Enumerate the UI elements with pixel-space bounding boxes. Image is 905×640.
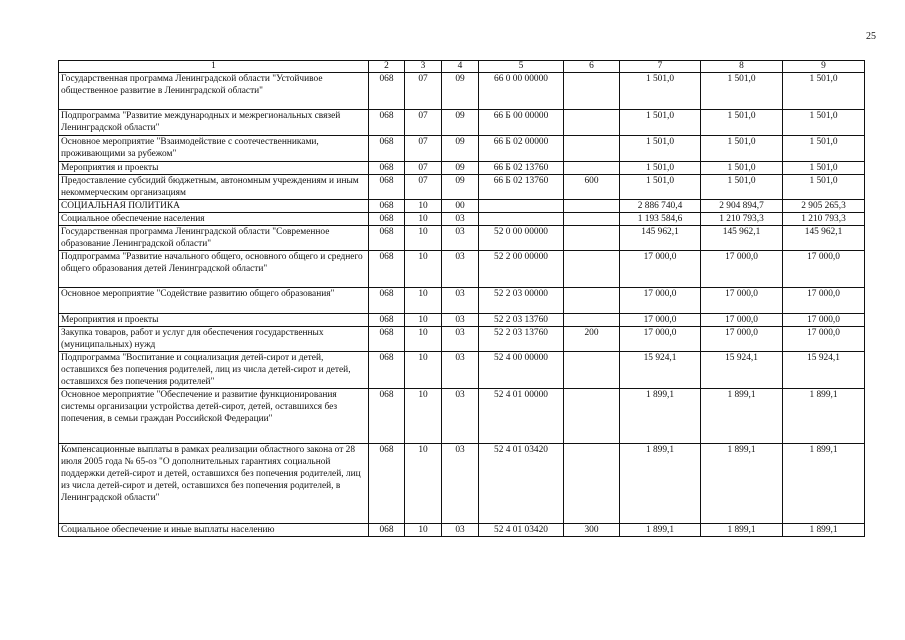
cell-col-3: 10 xyxy=(405,251,442,288)
cell-col-9: 1 210 793,3 xyxy=(783,213,865,226)
header-cell: 1 xyxy=(59,61,369,73)
table-row xyxy=(59,175,865,200)
cell-col-9: 1 501,0 xyxy=(783,136,865,162)
cell-col-4: 09 xyxy=(442,73,479,110)
cell-col-4: 09 xyxy=(442,110,479,136)
cell-col-2: 068 xyxy=(369,226,405,251)
cell-col-3: 07 xyxy=(405,110,442,136)
table-row xyxy=(59,327,865,352)
row-name: Подпрограмма "Воспитание и социализация детей-сирот и детей, оставшихся без попечения родителей, лиц из числа детей-сирот и детей, оставшихся без попечения родителей" xyxy=(59,352,369,389)
cell-col-4: 03 xyxy=(442,444,479,524)
cell-col-3: 07 xyxy=(405,73,442,110)
cell-col-4: 03 xyxy=(442,352,479,389)
cell-col-5 xyxy=(479,213,564,226)
cell-col-8: 17 000,0 xyxy=(701,251,783,288)
cell-col-7: 1 501,0 xyxy=(620,73,701,110)
cell-col-8: 1 210 793,3 xyxy=(701,213,783,226)
cell-col-8: 1 899,1 xyxy=(701,389,783,444)
cell-col-6: 200 xyxy=(564,327,620,352)
table-row xyxy=(59,524,865,537)
cell-col-5: 52 2 00 00000 xyxy=(479,251,564,288)
budget-table xyxy=(58,60,865,537)
cell-col-5: 66 0 00 00000 xyxy=(479,73,564,110)
cell-col-2: 068 xyxy=(369,110,405,136)
table-row xyxy=(59,110,865,136)
cell-col-9: 1 899,1 xyxy=(783,444,865,524)
cell-col-5: 52 2 03 13760 xyxy=(479,314,564,327)
cell-col-5 xyxy=(479,200,564,213)
cell-col-7: 1 501,0 xyxy=(620,175,701,200)
cell-col-3: 10 xyxy=(405,389,442,444)
cell-col-7: 1 193 584,6 xyxy=(620,213,701,226)
header-row xyxy=(59,61,865,73)
cell-col-3: 10 xyxy=(405,352,442,389)
row-name: Подпрограмма "Развитие международных и межрегиональных связей Ленинградской области" xyxy=(59,110,369,136)
header-cell: 6 xyxy=(564,61,620,73)
cell-col-8: 15 924,1 xyxy=(701,352,783,389)
cell-col-8: 17 000,0 xyxy=(701,288,783,314)
cell-col-2: 068 xyxy=(369,288,405,314)
cell-col-7: 17 000,0 xyxy=(620,288,701,314)
cell-col-4: 03 xyxy=(442,288,479,314)
cell-col-2: 068 xyxy=(369,444,405,524)
cell-col-2: 068 xyxy=(369,73,405,110)
cell-col-8: 1 501,0 xyxy=(701,175,783,200)
cell-col-5: 66 Б 00 00000 xyxy=(479,110,564,136)
cell-col-3: 10 xyxy=(405,444,442,524)
cell-col-9: 1 501,0 xyxy=(783,110,865,136)
cell-col-6 xyxy=(564,162,620,175)
cell-col-4: 03 xyxy=(442,524,479,537)
cell-col-9: 17 000,0 xyxy=(783,288,865,314)
cell-col-5: 66 Б 02 13760 xyxy=(479,175,564,200)
cell-col-8: 17 000,0 xyxy=(701,314,783,327)
cell-col-7: 17 000,0 xyxy=(620,327,701,352)
row-name: Государственная программа Ленинградской области "Устойчивое общественное развитие в Ленинградской области" xyxy=(59,73,369,110)
table-row xyxy=(59,288,865,314)
header-cell: 4 xyxy=(442,61,479,73)
cell-col-9: 145 962,1 xyxy=(783,226,865,251)
table-row xyxy=(59,200,865,213)
cell-col-6 xyxy=(564,444,620,524)
cell-col-8: 17 000,0 xyxy=(701,327,783,352)
cell-col-7: 1 899,1 xyxy=(620,524,701,537)
cell-col-9: 17 000,0 xyxy=(783,327,865,352)
cell-col-4: 03 xyxy=(442,213,479,226)
cell-col-2: 068 xyxy=(369,175,405,200)
page-number: 25 xyxy=(866,31,876,42)
cell-col-9: 17 000,0 xyxy=(783,251,865,288)
cell-col-8: 145 962,1 xyxy=(701,226,783,251)
cell-col-4: 03 xyxy=(442,251,479,288)
cell-col-6: 300 xyxy=(564,524,620,537)
cell-col-9: 17 000,0 xyxy=(783,314,865,327)
cell-col-9: 1 899,1 xyxy=(783,389,865,444)
cell-col-3: 07 xyxy=(405,162,442,175)
cell-col-2: 068 xyxy=(369,327,405,352)
header-cell: 3 xyxy=(405,61,442,73)
cell-col-2: 068 xyxy=(369,524,405,537)
cell-col-3: 10 xyxy=(405,327,442,352)
cell-col-7: 1 501,0 xyxy=(620,110,701,136)
table-row xyxy=(59,352,865,389)
cell-col-8: 1 501,0 xyxy=(701,73,783,110)
header-cell: 8 xyxy=(701,61,783,73)
cell-col-2: 068 xyxy=(369,200,405,213)
cell-col-6: 600 xyxy=(564,175,620,200)
cell-col-6 xyxy=(564,314,620,327)
row-name: Социальное обеспечение и иные выплаты населению xyxy=(59,524,369,537)
cell-col-9: 15 924,1 xyxy=(783,352,865,389)
header-cell: 9 xyxy=(783,61,865,73)
cell-col-6 xyxy=(564,251,620,288)
cell-col-9: 2 905 265,3 xyxy=(783,200,865,213)
cell-col-9: 1 501,0 xyxy=(783,162,865,175)
cell-col-8: 1 501,0 xyxy=(701,136,783,162)
cell-col-3: 07 xyxy=(405,136,442,162)
table-row xyxy=(59,444,865,524)
cell-col-2: 068 xyxy=(369,136,405,162)
row-name: Компенсационные выплаты в рамках реализации областного закона от 28 июля 2005 года № 65-оз "О дополнительных гарантиях социальной поддержки детей-сирот и детей, оставшихся без попечения родителей, лиц из числа детей-сирот и детей, оставшихся без попечения родителей, в Ленинградской области" xyxy=(59,444,369,524)
cell-col-6 xyxy=(564,213,620,226)
cell-col-5: 66 Б 02 13760 xyxy=(479,162,564,175)
cell-col-3: 10 xyxy=(405,524,442,537)
row-name: СОЦИАЛЬНАЯ ПОЛИТИКА xyxy=(59,200,369,213)
cell-col-7: 1 501,0 xyxy=(620,136,701,162)
cell-col-5: 52 4 01 00000 xyxy=(479,389,564,444)
cell-col-6 xyxy=(564,288,620,314)
cell-col-9: 1 501,0 xyxy=(783,73,865,110)
cell-col-7: 145 962,1 xyxy=(620,226,701,251)
table-row xyxy=(59,73,865,110)
cell-col-2: 068 xyxy=(369,314,405,327)
row-name: Государственная программа Ленинградской области "Современное образование Ленинградской области" xyxy=(59,226,369,251)
cell-col-2: 068 xyxy=(369,213,405,226)
table-row xyxy=(59,213,865,226)
cell-col-3: 10 xyxy=(405,213,442,226)
row-name: Основное мероприятие "Обеспечение и развитие функционирования системы организации устройства детей-сирот, детей, оставшихся без попечения, в семьи граждан Российской Федерации" xyxy=(59,389,369,444)
row-name: Предоставление субсидий бюджетным, автономным учреждениям и иным некоммерческим организациям xyxy=(59,175,369,200)
cell-col-4: 09 xyxy=(442,136,479,162)
row-name: Мероприятия и проекты xyxy=(59,162,369,175)
cell-col-4: 00 xyxy=(442,200,479,213)
cell-col-8: 1 501,0 xyxy=(701,162,783,175)
table-row xyxy=(59,389,865,444)
cell-col-7: 2 886 740,4 xyxy=(620,200,701,213)
cell-col-6 xyxy=(564,73,620,110)
cell-col-4: 09 xyxy=(442,175,479,200)
header-cell: 5 xyxy=(479,61,564,73)
cell-col-3: 07 xyxy=(405,175,442,200)
table-row xyxy=(59,226,865,251)
cell-col-7: 17 000,0 xyxy=(620,314,701,327)
cell-col-5: 52 2 03 13760 xyxy=(479,327,564,352)
table-row xyxy=(59,162,865,175)
table-row xyxy=(59,314,865,327)
cell-col-6 xyxy=(564,200,620,213)
cell-col-2: 068 xyxy=(369,162,405,175)
cell-col-6 xyxy=(564,389,620,444)
header-cell: 2 xyxy=(369,61,405,73)
row-name: Основное мероприятие "Взаимодействие с соотечественниками, проживающими за рубежом" xyxy=(59,136,369,162)
cell-col-6 xyxy=(564,110,620,136)
cell-col-6 xyxy=(564,352,620,389)
row-name: Мероприятия и проекты xyxy=(59,314,369,327)
cell-col-5: 52 4 00 00000 xyxy=(479,352,564,389)
cell-col-3: 10 xyxy=(405,200,442,213)
cell-col-5: 66 Б 02 00000 xyxy=(479,136,564,162)
row-name: Закупка товаров, работ и услуг для обеспечения государственных (муниципальных) нужд xyxy=(59,327,369,352)
row-name: Социальное обеспечение населения xyxy=(59,213,369,226)
cell-col-5: 52 4 01 03420 xyxy=(479,524,564,537)
cell-col-7: 1 899,1 xyxy=(620,444,701,524)
cell-col-3: 10 xyxy=(405,288,442,314)
table-row xyxy=(59,251,865,288)
header-cell: 7 xyxy=(620,61,701,73)
cell-col-4: 03 xyxy=(442,314,479,327)
row-name: Основное мероприятие "Содействие развитию общего образования" xyxy=(59,288,369,314)
cell-col-7: 17 000,0 xyxy=(620,251,701,288)
cell-col-9: 1 501,0 xyxy=(783,175,865,200)
cell-col-2: 068 xyxy=(369,389,405,444)
cell-col-2: 068 xyxy=(369,251,405,288)
cell-col-4: 09 xyxy=(442,162,479,175)
table-row xyxy=(59,136,865,162)
row-name: Подпрограмма "Развитие начального общего, основного общего и среднего общего образования детей Ленинградской области" xyxy=(59,251,369,288)
cell-col-3: 10 xyxy=(405,314,442,327)
cell-col-5: 52 0 00 00000 xyxy=(479,226,564,251)
cell-col-3: 10 xyxy=(405,226,442,251)
cell-col-4: 03 xyxy=(442,327,479,352)
cell-col-8: 1 899,1 xyxy=(701,444,783,524)
cell-col-7: 15 924,1 xyxy=(620,352,701,389)
cell-col-5: 52 2 03 00000 xyxy=(479,288,564,314)
cell-col-4: 03 xyxy=(442,389,479,444)
cell-col-2: 068 xyxy=(369,352,405,389)
cell-col-6 xyxy=(564,226,620,251)
cell-col-6 xyxy=(564,136,620,162)
cell-col-4: 03 xyxy=(442,226,479,251)
cell-col-8: 1 501,0 xyxy=(701,110,783,136)
cell-col-8: 1 899,1 xyxy=(701,524,783,537)
cell-col-8: 2 904 894,7 xyxy=(701,200,783,213)
cell-col-9: 1 899,1 xyxy=(783,524,865,537)
cell-col-7: 1 501,0 xyxy=(620,162,701,175)
cell-col-5: 52 4 01 03420 xyxy=(479,444,564,524)
cell-col-7: 1 899,1 xyxy=(620,389,701,444)
